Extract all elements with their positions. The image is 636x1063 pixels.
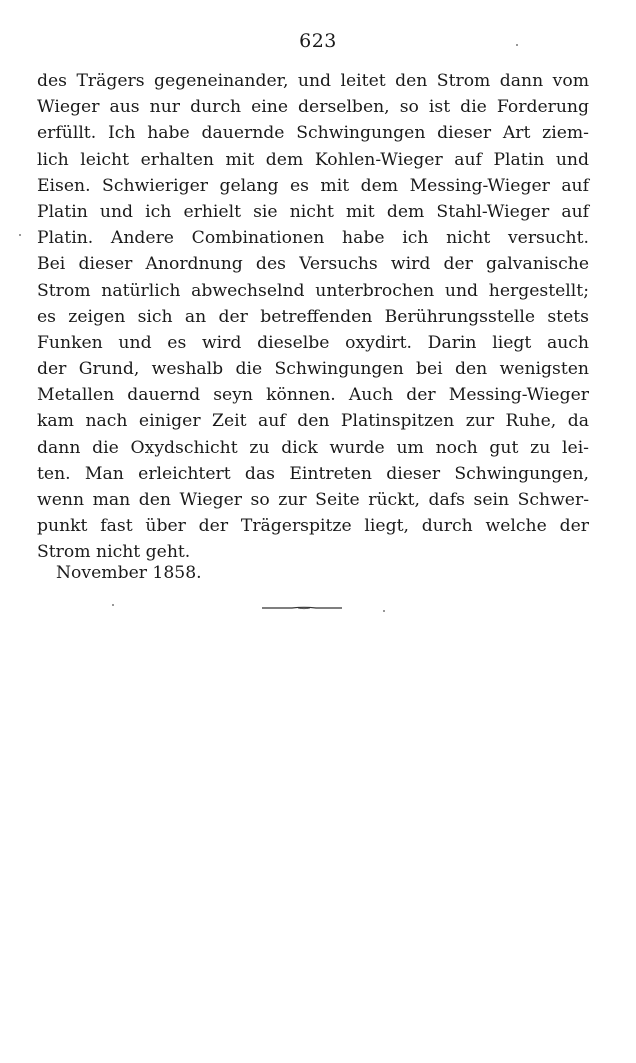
- text-line: es zeigen sich an der betreffenden Berührungsstelle stets: [37, 306, 589, 327]
- text-line: der Grund, weshalb die Schwingungen bei den wenigsten: [37, 359, 589, 380]
- text-line: kam nach einiger Zeit auf den Platinspitzen zur Ruhe, da: [37, 411, 589, 432]
- text-line: Platin und ich erhielt sie nicht mit dem Stahl-Wieger auf: [37, 201, 589, 222]
- paper-speck: [516, 44, 518, 46]
- text-line: erfüllt. Ich habe dauernde Schwingungen dieser Art ziem-: [37, 123, 589, 144]
- text-line: Bei dieser Anordnung des Versuchs wird der galvanische: [37, 254, 589, 275]
- text-line: ten. Man erleichtert das Eintreten dieser Schwingungen,: [37, 463, 589, 484]
- end-ornament-rule: [262, 606, 342, 610]
- date-signoff: November 1858.: [56, 563, 202, 583]
- text-line: Strom natürlich abwechselnd unterbrochen und hergestellt;: [37, 280, 589, 301]
- text-line: wenn man den Wieger so zur Seite rückt, dafs sein Schwer-: [37, 490, 589, 510]
- paper-speck: [383, 610, 385, 612]
- text-line: des Trägers gegeneinander, und leitet den Strom dann vom: [37, 71, 589, 91]
- text-line: punkt fast über der Trägerspitze liegt, durch welche der: [37, 516, 589, 537]
- text-line: Funken und es wird dieselbe oxydirt. Darin liegt auch: [37, 332, 589, 353]
- text-line: Wieger aus nur durch eine derselben, so ist die Forderung: [37, 97, 589, 118]
- text-line: Platin. Andere Combinationen habe ich nicht versucht.: [37, 228, 589, 249]
- text-line: Eisen. Schwieriger gelang es mit dem Messing-Wieger auf: [37, 175, 589, 196]
- body-paragraph: [37, 68, 589, 566]
- text-line: dann die Oxydschicht zu dick wurde um noch gut zu lei-: [37, 437, 589, 458]
- page-number: 623: [299, 30, 337, 52]
- paper-speck: [112, 604, 114, 606]
- text-line: lich leicht erhalten mit dem Kohlen-Wieger auf Platin und: [37, 149, 589, 170]
- text-line: Metallen dauernd seyn können. Auch der Messing-Wieger: [37, 385, 589, 406]
- text-line: Strom nicht geht.: [37, 542, 191, 563]
- paper-speck: [19, 234, 21, 236]
